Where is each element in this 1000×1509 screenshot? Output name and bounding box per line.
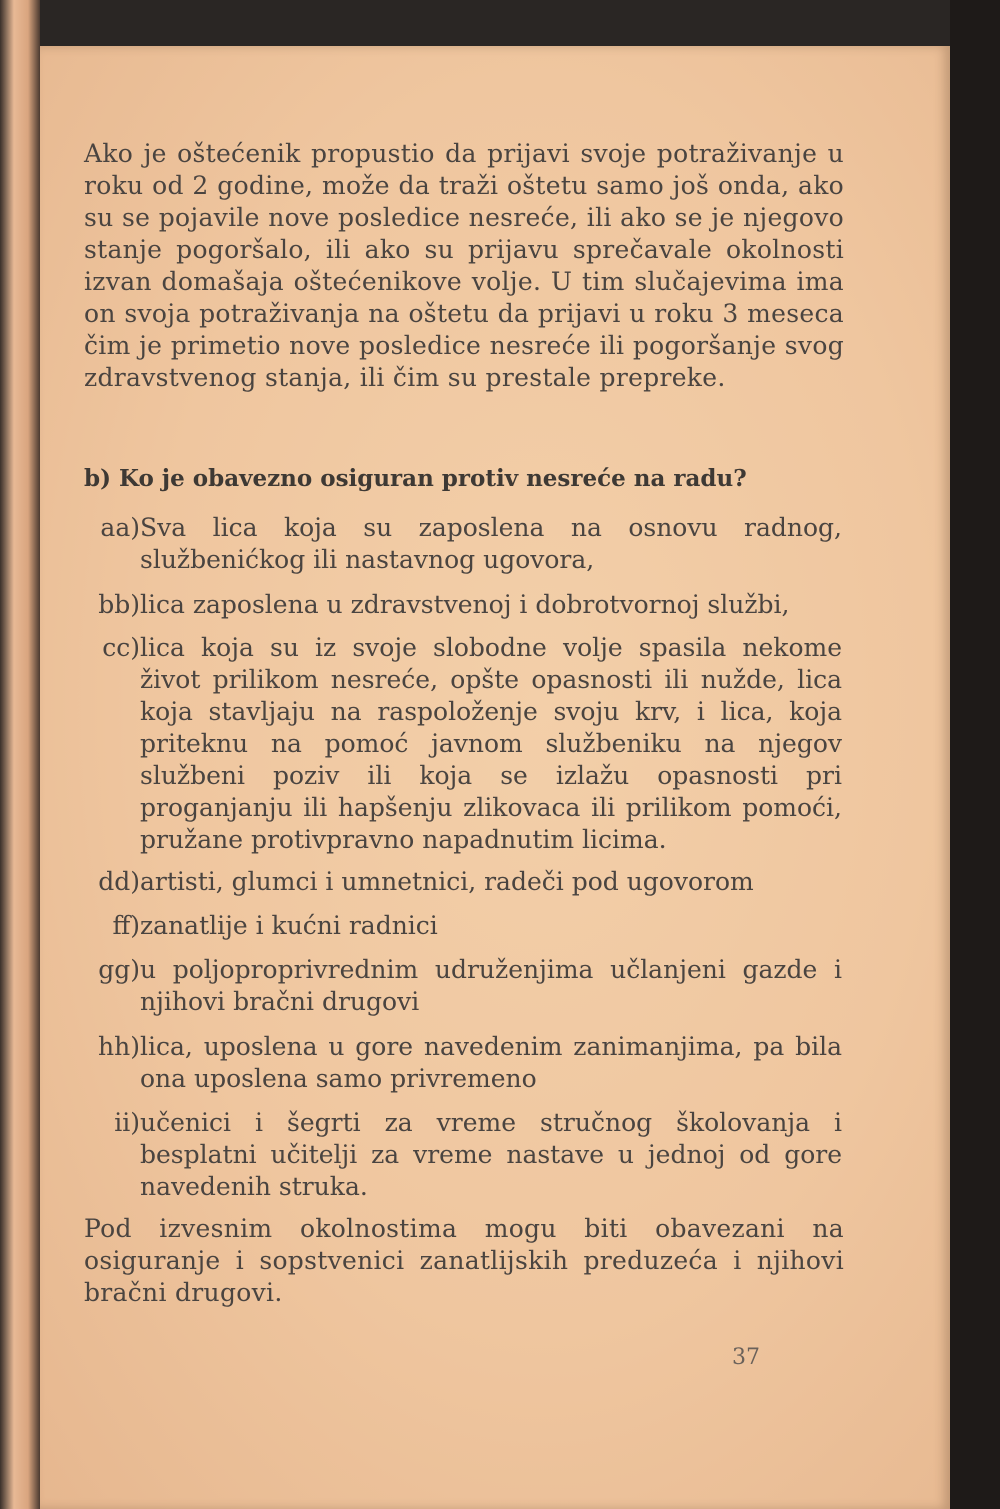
- list-item-label: cc): [102, 633, 140, 662]
- list-item-text: u poljoproprivrednim udruženjima učlanjeni gazde i njihovi bračni drugovi: [140, 955, 842, 1016]
- list-item-label: dd): [98, 867, 140, 896]
- list-item-text: Sva lica koja su zaposlena na osnovu radnog, službenićkog ili nastavnog ugovora,: [140, 513, 842, 574]
- scan-right-edge: [950, 0, 1000, 1509]
- list-item-text: artisti, glumci i umnetnici, radeči pod ugovorom: [140, 867, 754, 896]
- list-item-label: ii): [114, 1108, 140, 1137]
- closing-paragraph: Pod izvesnim okolnostima mogu biti obavezani na osiguranje i sopstvenici zanatlijskih preduzeća i njihovi bračni drugovi.: [84, 1214, 844, 1307]
- section-heading: b) Ko je obavezno osiguran protiv nesreće na radu?: [84, 465, 747, 492]
- list-item-label: hh): [98, 1032, 140, 1061]
- list-item-label: gg): [98, 955, 140, 984]
- list-item-text: lica, uposlena u gore navedenim zanimanjima, pa bila ona uposlena samo privremeno: [140, 1032, 842, 1093]
- list-item-text: učenici i šegrti za vreme stručnog školovanja i besplatni učitelji za vreme nastave u jednoj od gore navedenih struka.: [140, 1108, 842, 1201]
- list-item-text: zanatlije i kućni radnici: [140, 911, 438, 940]
- list-item-label: bb): [98, 590, 140, 619]
- page-number: 37: [732, 1345, 760, 1370]
- list-item-label: ff): [112, 911, 140, 940]
- intro-paragraph: Ako je oštećenik propustio da prijavi svoje potraživanje u roku od 2 godine, može da traži oštetu samo još onda, ako su se pojavile nove posledice nesreće, ili ako se je njegovo stanje pogoršalo, ili ako su prijavu sprečavale okolnosti izvan domašaja oštećenikove volje. U tim slučajevima ima on svoja potraživanja na oštetu da prijavi u roku 3 meseca čim je primetio nove posledice nesreće ili pogoršanje svog zdravstvenog stanja, ili čim su prestale prepreke.: [84, 139, 844, 392]
- list-item-text: lica zaposlena u zdravstvenoj i dobrotvornoj službi,: [140, 590, 790, 619]
- scan-left-edge: [0, 0, 40, 1509]
- list-item-text: lica koja su iz svoje slobodne volje spasila nekome život prilikom nesreće, opšte opasnosti ili nužde, lica koja stavljaju na raspoloženje svoju krv, i lica, koja priteknu na pomoć javnom službeniku na njegov službeni poziv ili koja se izlažu opasnosti pri proganjanju ili hapšenju zlikovaca ili prilikom pomoći, pružane protivpravno napadnutim licima.: [140, 633, 842, 854]
- list-item-label: aa): [100, 513, 140, 542]
